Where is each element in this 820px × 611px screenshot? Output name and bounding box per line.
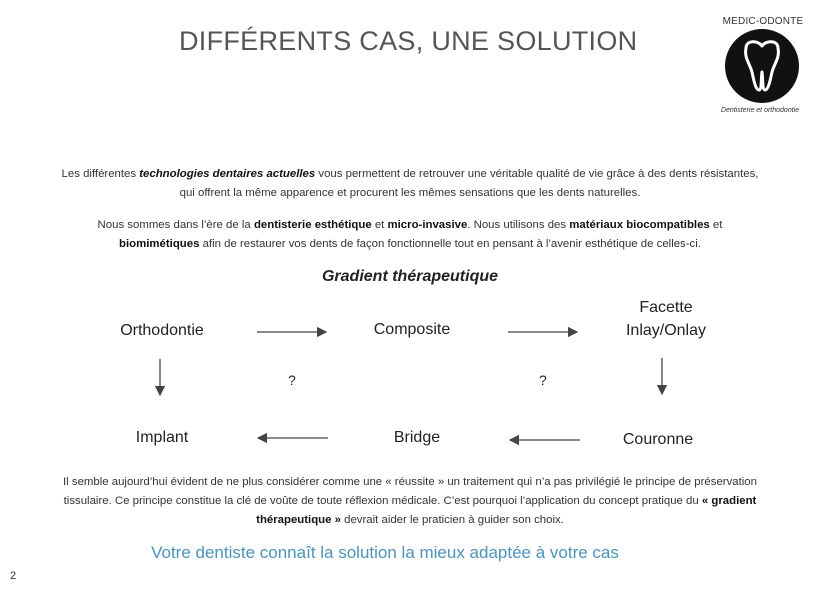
text-run: devrait aider le praticien à guider son choix. — [340, 514, 564, 526]
text-run: matériaux biocompatibles — [569, 219, 710, 231]
question-mark-right: ? — [539, 372, 547, 388]
text-run: Il semble aujourd’hui évident de ne plus considérer comme une « réussite » un traitement qui n’a pas privilégié le principe de préservation tissulaire. Ce principe constitue la clé de voûte de toute réflexion médicale. C’est pourquoi l’application du concept pratique du — [63, 476, 757, 507]
text-run: afin de restaurer vos dents de façon fonctionnelle tout en pensant à l’avenir esthétique de celles-ci. — [199, 238, 701, 250]
text-run: micro-invasive — [387, 219, 468, 231]
brand-name: MEDIC-ODONTE — [722, 16, 804, 27]
text-run: « gradient thérapeutique » — [256, 495, 757, 526]
text-run: et — [371, 219, 388, 231]
node-orthodontie: Orthodontie — [120, 322, 204, 339]
text-run: Nous sommes dans l’ère de la — [97, 219, 254, 231]
text-run: technologies dentaires actuelles — [139, 168, 316, 180]
node-bridge: Bridge — [393, 429, 441, 446]
node-inlay-onlay: Inlay/Onlay — [625, 322, 707, 339]
node-implant: Implant — [135, 429, 189, 446]
text-run: dentisterie esthétique — [253, 219, 372, 231]
question-mark-left: ? — [288, 372, 296, 388]
text-run: . Nous utilisons des — [467, 219, 570, 231]
text-run: vous permettent de retrouver une véritable qualité de vie grâce à des dents résistantes, qui offrent la même apparence et procurent les mêmes sensations que les dents naturelles. — [179, 168, 759, 199]
brand-tagline: Dentisterie et orthodontie — [720, 107, 800, 114]
conclusion-paragraph — [60, 473, 760, 530]
gradient-title: Gradient thérapeutique — [321, 268, 499, 285]
cta-text: Votre dentiste connaît la solution la mieux adaptée à votre cas — [151, 543, 619, 562]
node-facette: Facette — [639, 299, 693, 316]
text-run: biomimétiques — [119, 238, 200, 250]
node-couronne: Couronne — [622, 431, 694, 448]
text-run: et — [709, 219, 723, 231]
text-run: Les différentes — [61, 168, 140, 180]
page-number: 2 — [10, 570, 17, 582]
node-composite: Composite — [373, 321, 451, 338]
